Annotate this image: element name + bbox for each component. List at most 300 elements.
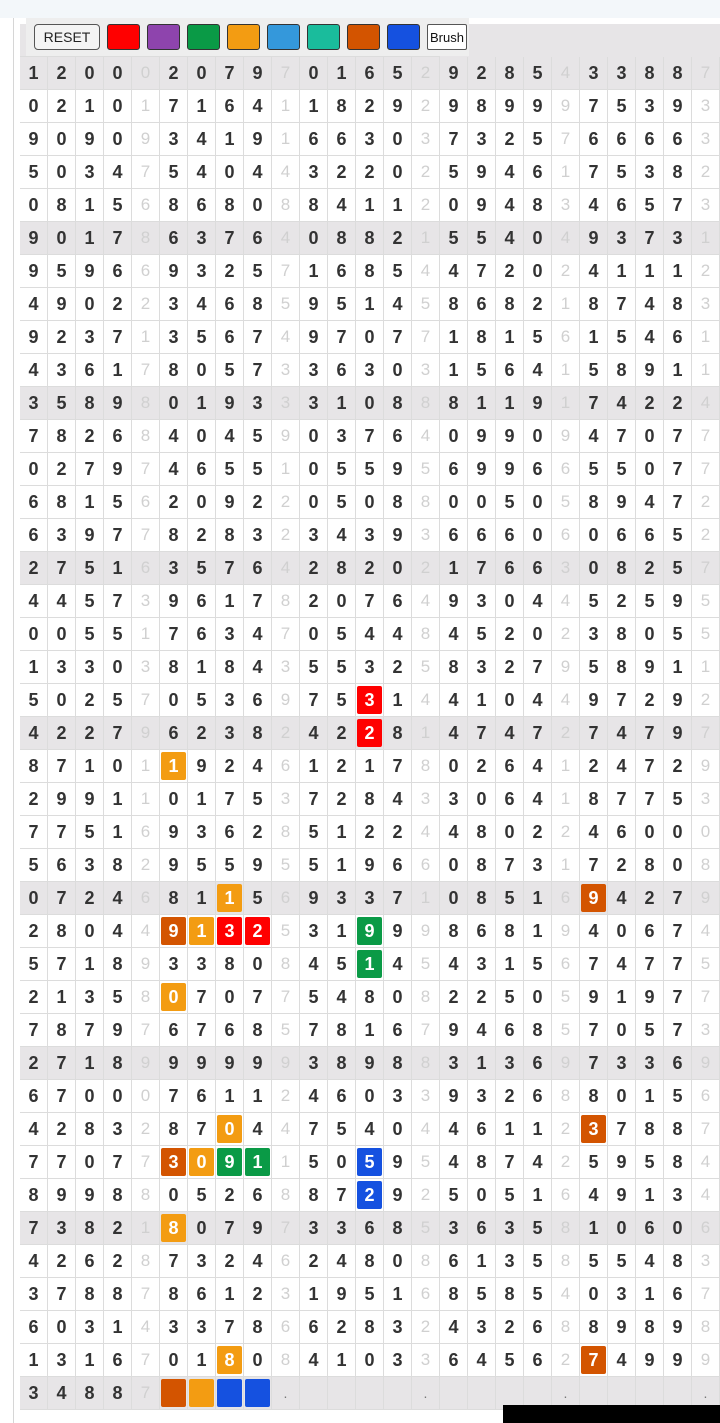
grid-cell[interactable]: 1	[216, 123, 244, 156]
grid-cell[interactable]: 8	[328, 1047, 356, 1080]
grid-cell[interactable]: 4	[524, 1146, 552, 1179]
grid-cell[interactable]: 6	[244, 1179, 272, 1212]
grid-cell[interactable]: 3	[48, 354, 76, 387]
grid-cell[interactable]: 9	[692, 1047, 720, 1080]
grid-cell[interactable]: 7	[468, 255, 496, 288]
grid-cell[interactable]: 8	[300, 189, 328, 222]
grid-cell[interactable]: 2	[20, 981, 48, 1014]
grid-cell[interactable]: 0	[188, 1212, 216, 1245]
grid-cell[interactable]: 3	[412, 783, 440, 816]
grid-cell[interactable]: 9	[244, 57, 272, 90]
grid-cell[interactable]: 1	[272, 453, 300, 486]
grid-cell[interactable]: 7	[636, 750, 664, 783]
grid-cell[interactable]: 2	[496, 1080, 524, 1113]
grid-cell[interactable]: 4	[20, 1245, 48, 1278]
grid-cell[interactable]: 8	[216, 651, 244, 684]
grid-cell[interactable]: 3	[468, 651, 496, 684]
grid-cell[interactable]: 4	[272, 321, 300, 354]
grid-cell[interactable]: 7	[692, 1113, 720, 1146]
grid-cell[interactable]: 6	[552, 453, 580, 486]
grid-cell[interactable]: 6	[244, 222, 272, 255]
grid-cell[interactable]: 9	[76, 783, 104, 816]
grid-cell[interactable]: 8	[216, 519, 244, 552]
grid-cell[interactable]: 1	[132, 618, 160, 651]
grid-cell[interactable]: 4	[692, 1146, 720, 1179]
grid-cell[interactable]: 7	[272, 57, 300, 90]
grid-cell[interactable]: 3	[272, 1278, 300, 1311]
grid-cell[interactable]: 6	[300, 123, 328, 156]
grid-cell[interactable]: 4	[48, 585, 76, 618]
grid-cell[interactable]: 8	[580, 288, 608, 321]
grid-cell[interactable]: 4	[216, 420, 244, 453]
grid-cell[interactable]: 3	[496, 1047, 524, 1080]
grid-cell[interactable]: 6	[608, 189, 636, 222]
grid-cell[interactable]: 3	[356, 354, 384, 387]
grid-cell[interactable]: 5	[636, 1146, 664, 1179]
grid-cell[interactable]: 7	[300, 1113, 328, 1146]
grid-cell[interactable]: 9	[552, 915, 580, 948]
grid-cell[interactable]: 0	[104, 123, 132, 156]
grid-cell[interactable]: 8	[300, 1179, 328, 1212]
grid-cell[interactable]: 7	[188, 1014, 216, 1047]
grid-cell[interactable]: 9	[20, 321, 48, 354]
grid-cell[interactable]: 5	[216, 453, 244, 486]
grid-cell[interactable]: 0	[300, 222, 328, 255]
grid-cell[interactable]: 5	[580, 1245, 608, 1278]
grid-cell[interactable]: 7	[664, 486, 692, 519]
grid-cell[interactable]: 2	[384, 816, 412, 849]
grid-cell[interactable]: 3	[76, 849, 104, 882]
grid-cell[interactable]: 5	[552, 1014, 580, 1047]
grid-cell[interactable]: 4	[524, 354, 552, 387]
grid-cell[interactable]: 1	[384, 189, 412, 222]
grid-cell[interactable]: 7	[132, 1344, 160, 1377]
grid-cell[interactable]: 0	[188, 486, 216, 519]
grid-cell[interactable]: 4	[132, 915, 160, 948]
grid-cell[interactable]: 8	[104, 1047, 132, 1080]
grid-cell[interactable]: 8	[496, 915, 524, 948]
grid-cell[interactable]: 9	[48, 288, 76, 321]
grid-cell[interactable]: 2	[692, 255, 720, 288]
grid-cell[interactable]: 5	[328, 948, 356, 981]
grid-cell[interactable]: 5	[216, 354, 244, 387]
grid-cell[interactable]: 4	[440, 618, 468, 651]
grid-cell[interactable]: 1	[552, 783, 580, 816]
grid-cell[interactable]: 9	[552, 1047, 580, 1080]
grid-cell[interactable]: 3	[300, 354, 328, 387]
grid-cell[interactable]: 5	[384, 255, 412, 288]
swatch-green[interactable]	[187, 24, 220, 50]
grid-cell[interactable]: 0	[160, 1344, 188, 1377]
grid-cell[interactable]: 7	[496, 849, 524, 882]
grid-cell[interactable]: 9	[496, 453, 524, 486]
grid-cell[interactable]: 9	[440, 585, 468, 618]
grid-cell[interactable]: 2	[692, 156, 720, 189]
grid-cell[interactable]: 9	[216, 1146, 244, 1179]
grid-cell[interactable]: 4	[384, 618, 412, 651]
grid-cell[interactable]: 6	[188, 585, 216, 618]
grid-cell[interactable]: 9	[664, 90, 692, 123]
grid-cell[interactable]: 2	[636, 684, 664, 717]
grid-cell[interactable]: 4	[692, 387, 720, 420]
grid-cell[interactable]: 8	[608, 552, 636, 585]
grid-cell[interactable]: 4	[20, 585, 48, 618]
grid-cell[interactable]: 1	[468, 387, 496, 420]
grid-cell[interactable]: 1	[692, 651, 720, 684]
grid-cell[interactable]	[440, 1377, 468, 1410]
grid-cell[interactable]: 8	[272, 585, 300, 618]
grid-cell[interactable]: 4	[524, 783, 552, 816]
brush-button[interactable]: Brush	[427, 24, 467, 50]
grid-cell[interactable]: 6	[552, 1179, 580, 1212]
grid-cell[interactable]: 6	[524, 1080, 552, 1113]
grid-cell[interactable]: 5	[524, 57, 552, 90]
grid-cell[interactable]: 8	[384, 1047, 412, 1080]
grid-cell[interactable]: 5	[412, 288, 440, 321]
grid-cell[interactable]: 7	[468, 717, 496, 750]
grid-cell[interactable]: 4	[552, 684, 580, 717]
grid-cell[interactable]: 9	[468, 453, 496, 486]
grid-cell[interactable]: 9	[384, 915, 412, 948]
grid-cell[interactable]: 7	[664, 882, 692, 915]
grid-cell[interactable]: 9	[216, 486, 244, 519]
grid-cell[interactable]: 8	[48, 915, 76, 948]
grid-cell[interactable]: 3	[160, 1146, 188, 1179]
grid-cell[interactable]: 1	[608, 981, 636, 1014]
grid-cell[interactable]: 4	[328, 981, 356, 1014]
grid-cell[interactable]: 8	[412, 1245, 440, 1278]
grid-cell[interactable]: 6	[524, 1311, 552, 1344]
grid-cell[interactable]: 0	[76, 288, 104, 321]
grid-cell[interactable]: 4	[188, 288, 216, 321]
grid-cell[interactable]: 7	[636, 948, 664, 981]
grid-cell[interactable]: 8	[104, 948, 132, 981]
grid-cell[interactable]: 9	[580, 981, 608, 1014]
grid-cell[interactable]: 7	[468, 552, 496, 585]
grid-cell[interactable]: 0	[20, 189, 48, 222]
grid-cell[interactable]: 1	[76, 189, 104, 222]
grid-cell[interactable]: 1	[328, 57, 356, 90]
grid-cell[interactable]: 7	[692, 1278, 720, 1311]
grid-cell[interactable]: 2	[412, 156, 440, 189]
grid-cell[interactable]: 2	[412, 189, 440, 222]
grid-cell[interactable]: 5	[104, 486, 132, 519]
grid-cell[interactable]: 6	[440, 1344, 468, 1377]
grid-cell[interactable]: 5	[468, 354, 496, 387]
grid-cell[interactable]: 5	[272, 288, 300, 321]
grid-cell[interactable]: 2	[608, 585, 636, 618]
grid-cell[interactable]: 7	[300, 783, 328, 816]
grid-cell[interactable]: 5	[328, 684, 356, 717]
grid-cell[interactable]: 8	[244, 1311, 272, 1344]
grid-cell[interactable]: 3	[552, 189, 580, 222]
grid-cell[interactable]: 5	[356, 1146, 384, 1179]
grid-cell[interactable]: 5	[412, 948, 440, 981]
grid-cell[interactable]: 6	[524, 156, 552, 189]
grid-cell[interactable]: 4	[496, 717, 524, 750]
grid-cell[interactable]: 1	[216, 1080, 244, 1113]
grid-cell[interactable]: 2	[356, 552, 384, 585]
grid-cell[interactable]: 8	[384, 486, 412, 519]
grid-cell[interactable]: 2	[496, 255, 524, 288]
grid-cell[interactable]: 2	[216, 1179, 244, 1212]
grid-cell[interactable]: 6	[496, 519, 524, 552]
grid-cell[interactable]: 3	[608, 222, 636, 255]
grid-cell[interactable]: 5	[468, 618, 496, 651]
grid-cell[interactable]: .	[692, 1377, 720, 1410]
grid-cell[interactable]: 8	[160, 519, 188, 552]
grid-cell[interactable]: 7	[524, 717, 552, 750]
grid-cell[interactable]: 8	[132, 420, 160, 453]
grid-cell[interactable]: 8	[440, 1278, 468, 1311]
grid-cell[interactable]: 6	[384, 1014, 412, 1047]
grid-cell[interactable]: 8	[440, 915, 468, 948]
grid-cell[interactable]: 5	[76, 816, 104, 849]
grid-cell[interactable]: 3	[496, 1245, 524, 1278]
grid-cell[interactable]: 0	[132, 1080, 160, 1113]
grid-cell[interactable]: 2	[300, 1245, 328, 1278]
grid-cell[interactable]: 1	[356, 1014, 384, 1047]
grid-cell[interactable]: 3	[412, 123, 440, 156]
grid-cell[interactable]: 7	[216, 552, 244, 585]
grid-cell[interactable]: 1	[496, 321, 524, 354]
grid-cell[interactable]: 5	[496, 981, 524, 1014]
grid-cell[interactable]: 6	[188, 453, 216, 486]
grid-cell[interactable]: 6	[160, 1014, 188, 1047]
grid-cell[interactable]: 8	[580, 486, 608, 519]
grid-cell[interactable]: 0	[356, 1080, 384, 1113]
grid-cell[interactable]: 6	[356, 1212, 384, 1245]
grid-cell[interactable]: 4	[104, 156, 132, 189]
grid-cell[interactable]: 7	[580, 156, 608, 189]
grid-cell[interactable]: 5	[356, 1278, 384, 1311]
grid-cell[interactable]: 0	[524, 519, 552, 552]
grid-cell[interactable]: 6	[496, 354, 524, 387]
grid-cell[interactable]: 1	[552, 354, 580, 387]
grid-cell[interactable]: 6	[272, 1245, 300, 1278]
grid-cell[interactable]: 7	[580, 1047, 608, 1080]
grid-cell[interactable]: 2	[244, 486, 272, 519]
grid-cell[interactable]: 8	[468, 1146, 496, 1179]
grid-cell[interactable]: 5	[104, 981, 132, 1014]
grid-cell[interactable]: 6	[524, 1047, 552, 1080]
grid-cell[interactable]: 4	[440, 1146, 468, 1179]
grid-cell[interactable]: 0	[76, 1146, 104, 1179]
grid-cell[interactable]: 0	[160, 783, 188, 816]
grid-cell[interactable]: 0	[104, 651, 132, 684]
grid-cell[interactable]: 1	[328, 915, 356, 948]
grid-cell[interactable]: 2	[552, 618, 580, 651]
grid-cell[interactable]: 8	[48, 189, 76, 222]
grid-cell[interactable]: 6	[188, 1080, 216, 1113]
grid-cell[interactable]: .	[412, 1377, 440, 1410]
grid-cell[interactable]: 1	[552, 849, 580, 882]
grid-cell[interactable]: 7	[104, 1146, 132, 1179]
grid-cell[interactable]: 1	[552, 387, 580, 420]
grid-cell[interactable]: 4	[552, 57, 580, 90]
grid-cell[interactable]: 4	[496, 189, 524, 222]
grid-cell[interactable]: 2	[496, 618, 524, 651]
grid-cell[interactable]: 8	[580, 1080, 608, 1113]
grid-cell[interactable]: 6	[188, 618, 216, 651]
grid-cell[interactable]: 3	[412, 354, 440, 387]
grid-cell[interactable]: 2	[496, 123, 524, 156]
grid-cell[interactable]: 5	[636, 585, 664, 618]
grid-cell[interactable]: 4	[300, 948, 328, 981]
grid-cell[interactable]: 7	[272, 1212, 300, 1245]
grid-cell[interactable]: 9	[664, 717, 692, 750]
grid-cell[interactable]: 6	[20, 486, 48, 519]
grid-cell[interactable]: 4	[496, 222, 524, 255]
grid-cell[interactable]: 5	[440, 222, 468, 255]
grid-cell[interactable]: 0	[384, 552, 412, 585]
grid-cell[interactable]: 8	[664, 1245, 692, 1278]
grid-cell[interactable]: 9	[300, 321, 328, 354]
grid-cell[interactable]: 3	[216, 684, 244, 717]
grid-cell[interactable]: 8	[328, 552, 356, 585]
grid-cell[interactable]: 4	[636, 288, 664, 321]
grid-cell[interactable]: 9	[356, 849, 384, 882]
grid-cell[interactable]: 8	[356, 783, 384, 816]
grid-cell[interactable]: 1	[104, 1311, 132, 1344]
grid-cell[interactable]: 3	[160, 123, 188, 156]
grid-cell[interactable]: 1	[384, 684, 412, 717]
grid-cell[interactable]: 3	[48, 1344, 76, 1377]
grid-cell[interactable]: 2	[356, 816, 384, 849]
grid-cell[interactable]: 8	[608, 651, 636, 684]
grid-cell[interactable]: 0	[216, 1113, 244, 1146]
grid-cell[interactable]: 4	[580, 1179, 608, 1212]
grid-cell[interactable]: 6	[132, 882, 160, 915]
grid-cell[interactable]: 4	[160, 453, 188, 486]
grid-cell[interactable]: 3	[216, 717, 244, 750]
grid-cell[interactable]: 7	[692, 552, 720, 585]
grid-cell[interactable]: 5	[440, 1179, 468, 1212]
grid-cell[interactable]: 2	[552, 1113, 580, 1146]
grid-cell[interactable]: 4	[440, 816, 468, 849]
grid-cell[interactable]: 2	[412, 57, 440, 90]
grid-cell[interactable]: 7	[160, 618, 188, 651]
grid-cell[interactable]: 0	[48, 684, 76, 717]
grid-cell[interactable]: 6	[496, 552, 524, 585]
grid-cell[interactable]: 3	[104, 1113, 132, 1146]
grid-cell[interactable]: 0	[384, 123, 412, 156]
grid-cell[interactable]: 8	[20, 1179, 48, 1212]
grid-cell[interactable]: 6	[272, 882, 300, 915]
grid-cell[interactable]: 2	[216, 1245, 244, 1278]
grid-cell[interactable]: 1	[552, 750, 580, 783]
grid-cell[interactable]: 1	[48, 981, 76, 1014]
grid-cell[interactable]: 9	[524, 90, 552, 123]
grid-cell[interactable]: 3	[664, 222, 692, 255]
grid-cell[interactable]: 8	[272, 948, 300, 981]
grid-cell[interactable]: 0	[356, 486, 384, 519]
grid-cell[interactable]: 9	[440, 57, 468, 90]
grid-cell[interactable]: 9	[132, 948, 160, 981]
grid-cell[interactable]: 7	[48, 1278, 76, 1311]
grid-cell[interactable]: 4	[356, 618, 384, 651]
grid-cell[interactable]: 3	[580, 57, 608, 90]
grid-cell[interactable]: 0	[76, 1080, 104, 1113]
grid-cell[interactable]: 3	[468, 948, 496, 981]
grid-cell[interactable]: 3	[76, 1311, 104, 1344]
grid-cell[interactable]: 6	[664, 321, 692, 354]
grid-cell[interactable]: 8	[76, 1113, 104, 1146]
grid-cell[interactable]: 9	[160, 255, 188, 288]
grid-cell[interactable]: 4	[636, 486, 664, 519]
grid-cell[interactable]: 1	[132, 1212, 160, 1245]
grid-cell[interactable]: 6	[132, 486, 160, 519]
grid-cell[interactable]: 9	[496, 420, 524, 453]
grid-cell[interactable]: 0	[104, 90, 132, 123]
grid-cell[interactable]: 6	[356, 57, 384, 90]
grid-cell[interactable]: 3	[356, 882, 384, 915]
grid-cell[interactable]: 7	[216, 1212, 244, 1245]
grid-cell[interactable]: 9	[664, 1311, 692, 1344]
grid-cell[interactable]: 2	[76, 882, 104, 915]
grid-cell[interactable]: 0	[524, 420, 552, 453]
grid-cell[interactable]: 6	[580, 123, 608, 156]
grid-cell[interactable]: 2	[48, 453, 76, 486]
grid-cell[interactable]: 2	[440, 981, 468, 1014]
grid-cell[interactable]: 4	[608, 387, 636, 420]
grid-cell[interactable]	[160, 1377, 188, 1410]
grid-cell[interactable]: 3	[300, 156, 328, 189]
grid-cell[interactable]: 8	[468, 882, 496, 915]
grid-cell[interactable]: 0	[636, 420, 664, 453]
grid-cell[interactable]: 7	[356, 420, 384, 453]
grid-cell[interactable]: 4	[188, 123, 216, 156]
grid-cell[interactable]: 1	[440, 321, 468, 354]
grid-cell[interactable]: 8	[440, 651, 468, 684]
grid-cell[interactable]: 1	[272, 123, 300, 156]
grid-cell[interactable]: 1	[300, 255, 328, 288]
grid-cell[interactable]	[300, 1377, 328, 1410]
grid-cell[interactable]: 1	[580, 1212, 608, 1245]
grid-cell[interactable]: 7	[692, 717, 720, 750]
grid-cell[interactable]: 7	[160, 1245, 188, 1278]
grid-cell[interactable]: 9	[608, 1311, 636, 1344]
grid-cell[interactable]: 9	[524, 387, 552, 420]
grid-cell[interactable]: 7	[636, 717, 664, 750]
grid-cell[interactable]: 0	[20, 453, 48, 486]
grid-cell[interactable]: 9	[664, 585, 692, 618]
grid-cell[interactable]: 4	[104, 915, 132, 948]
grid-cell[interactable]: 6	[132, 552, 160, 585]
grid-cell[interactable]: 6	[524, 453, 552, 486]
grid-cell[interactable]: 7	[636, 222, 664, 255]
grid-cell[interactable]: 4	[328, 519, 356, 552]
grid-cell[interactable]: 7	[20, 1014, 48, 1047]
grid-cell[interactable]: 6	[384, 585, 412, 618]
grid-cell[interactable]: 4	[244, 1245, 272, 1278]
grid-cell[interactable]: 5	[272, 915, 300, 948]
grid-cell[interactable]: 7	[76, 453, 104, 486]
grid-cell[interactable]: 0	[384, 354, 412, 387]
grid-cell[interactable]: 3	[160, 288, 188, 321]
grid-cell[interactable]: 1	[76, 222, 104, 255]
grid-cell[interactable]: 7	[160, 90, 188, 123]
grid-cell[interactable]: 2	[48, 321, 76, 354]
grid-cell[interactable]: 7	[552, 123, 580, 156]
grid-cell[interactable]: 3	[356, 651, 384, 684]
grid-cell[interactable]: 9	[244, 123, 272, 156]
grid-cell[interactable]: 6	[524, 1344, 552, 1377]
grid-cell[interactable]: 9	[48, 783, 76, 816]
grid-cell[interactable]: 2	[20, 915, 48, 948]
grid-cell[interactable]: 1	[636, 1278, 664, 1311]
grid-cell[interactable]: 0	[188, 420, 216, 453]
